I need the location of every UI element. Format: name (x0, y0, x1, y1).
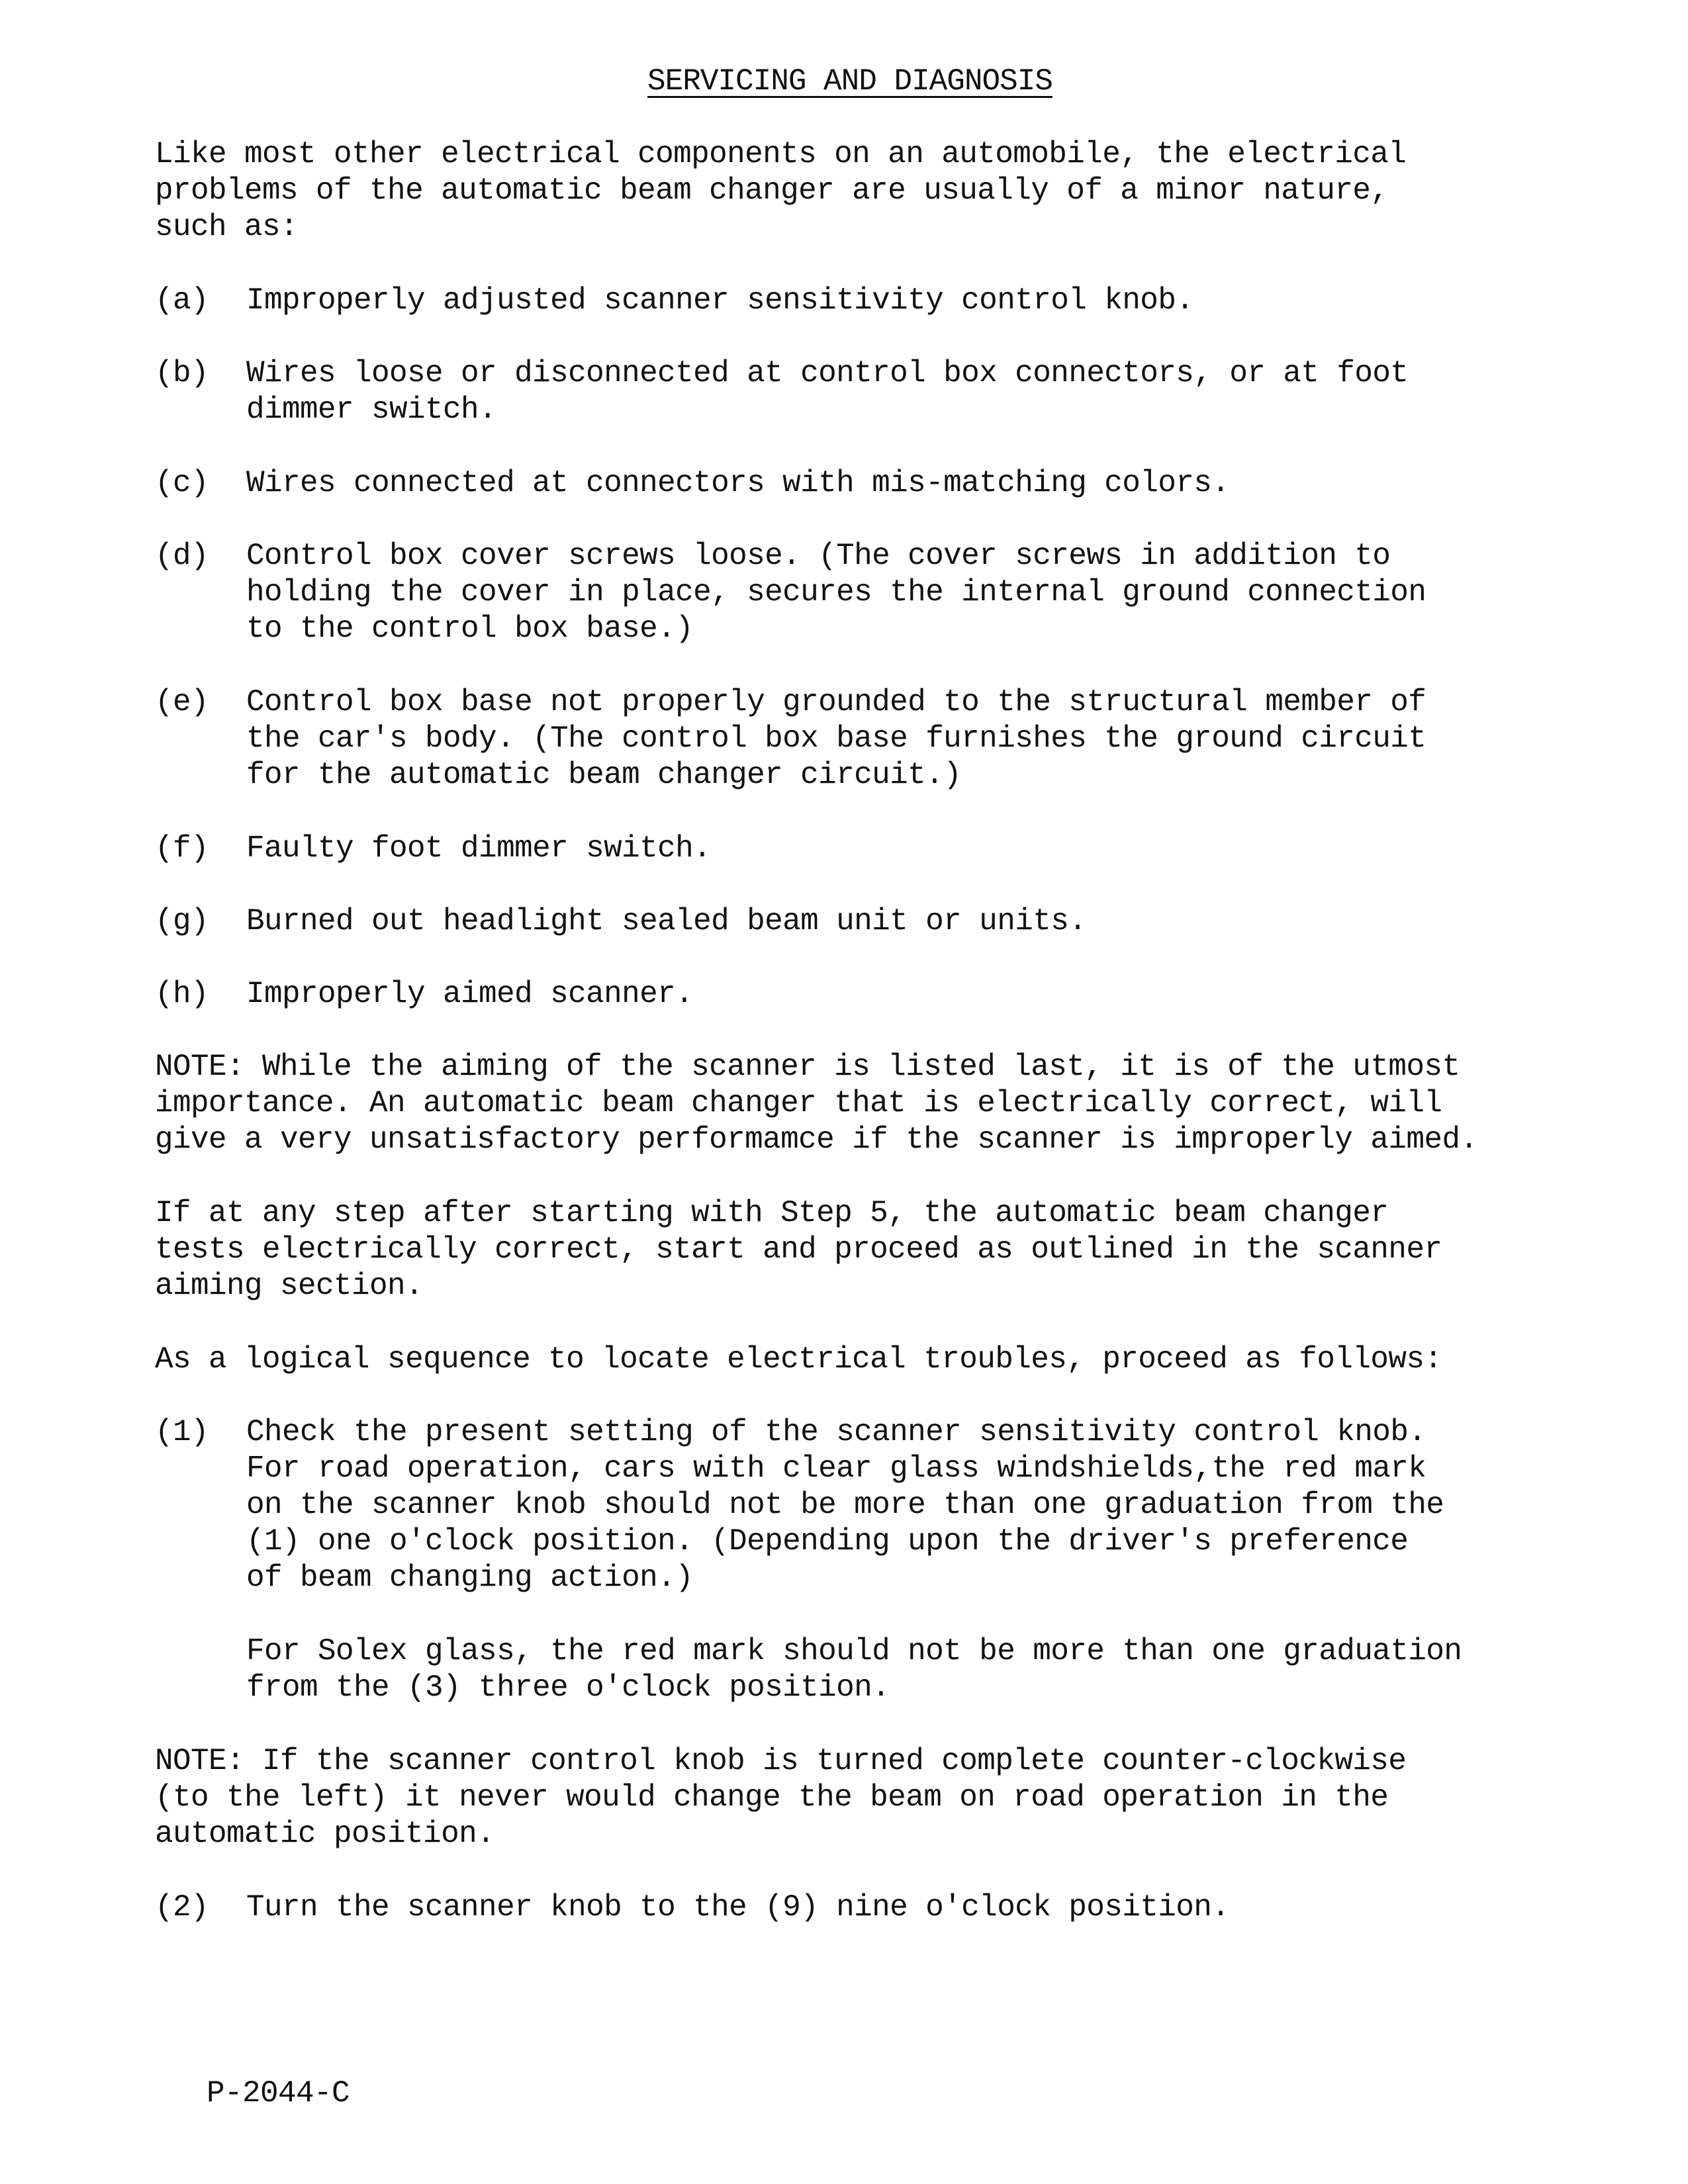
list-item-text: Improperly adjusted scanner sensitivity control knob. (246, 283, 1194, 318)
page-number: P-2044-C (207, 2076, 350, 2111)
list-marker: (c) (155, 466, 209, 500)
step-text: Turn the scanner knob to the (9) nine o'clock position. (246, 1890, 1230, 1925)
step-marker: (2) (155, 1890, 209, 1925)
list-marker: (d) (155, 539, 209, 573)
list-marker: (h) (155, 977, 209, 1011)
step-text: Check the present setting of the scanner sensitivity control knob. For road operation, cars with clear glass windshields,the red mark on the scanner knob should not be more than one graduation from the (1) one o'clock position. (Depending upon the driver's preference of beam changing action.) (246, 1415, 1444, 1595)
list-item-text: Control box base not properly grounded to the structural member of the car's body. (The control box base furnishes the ground circuit for the automatic beam changer circuit.) (246, 685, 1427, 792)
note-aiming: NOTE: While the aiming of the scanner is listed last, it is of the utmost importance. An automatic beam changer that is electrically correct, will give a very unsatisfactory performamce if the scanner is improperly aimed. (155, 1050, 1478, 1157)
list-item-text: Improperly aimed scanner. (246, 977, 694, 1011)
list-marker: (f) (155, 831, 209, 866)
step-5-paragraph: If at any step after starting with Step 5, the automatic beam changer tests electrically correct, start and proceed as outlined in the scanner aiming section. (155, 1196, 1442, 1303)
list-marker: (b) (155, 356, 209, 390)
solex-paragraph: For Solex glass, the red mark should not be more than one graduation from the (3) three o'clock position. (246, 1634, 1462, 1705)
list-marker: (g) (155, 904, 209, 938)
step-marker: (1) (155, 1415, 209, 1449)
page-title: SERVICING AND DIAGNOSIS (647, 64, 1053, 99)
list-item-text: Burned out headlight sealed beam unit or units. (246, 904, 1087, 938)
list-item-text: Faulty foot dimmer switch. (246, 831, 712, 866)
list-marker: (a) (155, 283, 209, 318)
list-item-text: Wires loose or disconnected at control box connectors, or at foot dimmer switch. (246, 356, 1409, 427)
note-counter-clockwise: NOTE: If the scanner control knob is turned complete counter-clockwise (to the left) it never would change the beam on road operation in the automatic position. (155, 1744, 1407, 1851)
sequence-intro: As a logical sequence to locate electrical troubles, proceed as follows: (155, 1342, 1442, 1377)
intro-paragraph: Like most other electrical components on an automobile, the electrical problems of the automatic beam changer are usually of a minor nature, such as: (155, 137, 1407, 244)
list-marker: (e) (155, 685, 209, 719)
list-item-text: Wires connected at connectors with mis-matching colors. (246, 466, 1230, 500)
list-item-text: Control box cover screws loose. (The cover screws in addition to holding the cover in place, secures the internal ground connection to the control box base.) (246, 539, 1427, 646)
